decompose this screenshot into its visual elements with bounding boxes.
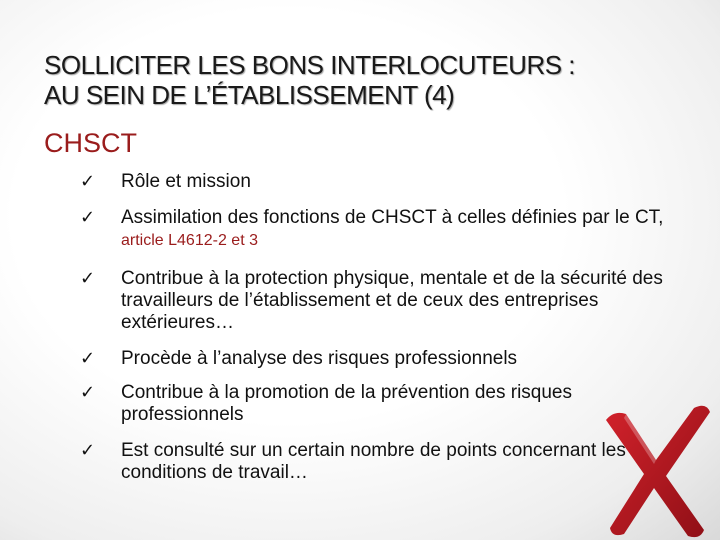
bullet-item (80, 268, 680, 334)
bullet-item (80, 382, 680, 426)
red-x-logo-icon (604, 402, 714, 540)
bullet-list (80, 168, 680, 484)
bullet-text: Contribue à la promotion de la prévention des risques professionnels (121, 382, 572, 425)
bullet-text: Rôle et mission (121, 171, 251, 192)
bullet-text: Assimilation des fonctions de CHSCT à celles définies par le CT, (121, 207, 664, 228)
check-icon: ✓ (80, 440, 96, 461)
slide-subtitle: CHSCT (44, 128, 137, 158)
check-icon: ✓ (80, 348, 96, 369)
slide-title (44, 50, 694, 110)
check-icon: ✓ (80, 171, 96, 192)
bullet-item (80, 171, 680, 193)
article-reference: article L4612-2 et 3 (121, 232, 258, 249)
bullet-item (80, 348, 680, 370)
bullet-text: Est consulté sur un certain nombre de points concernant les conditions de travail… (121, 440, 626, 483)
check-icon: ✓ (80, 382, 96, 403)
check-icon: ✓ (80, 268, 96, 289)
bullet-item (80, 440, 680, 484)
bullet-text: Contribue à la protection physique, mentale et de la sécurité des travailleurs de l’établissement et de ceux des entreprises extérieures… (121, 268, 663, 333)
bullet-text: Procède à l’analyse des risques professionnels (121, 348, 518, 369)
check-icon: ✓ (80, 207, 96, 228)
bullet-item (80, 207, 680, 252)
title-line-2: AU SEIN DE L’ÉTABLISSEMENT (4) (44, 80, 455, 110)
title-line-1: SOLLICITER LES BONS INTERLOCUTEURS : (44, 50, 576, 80)
